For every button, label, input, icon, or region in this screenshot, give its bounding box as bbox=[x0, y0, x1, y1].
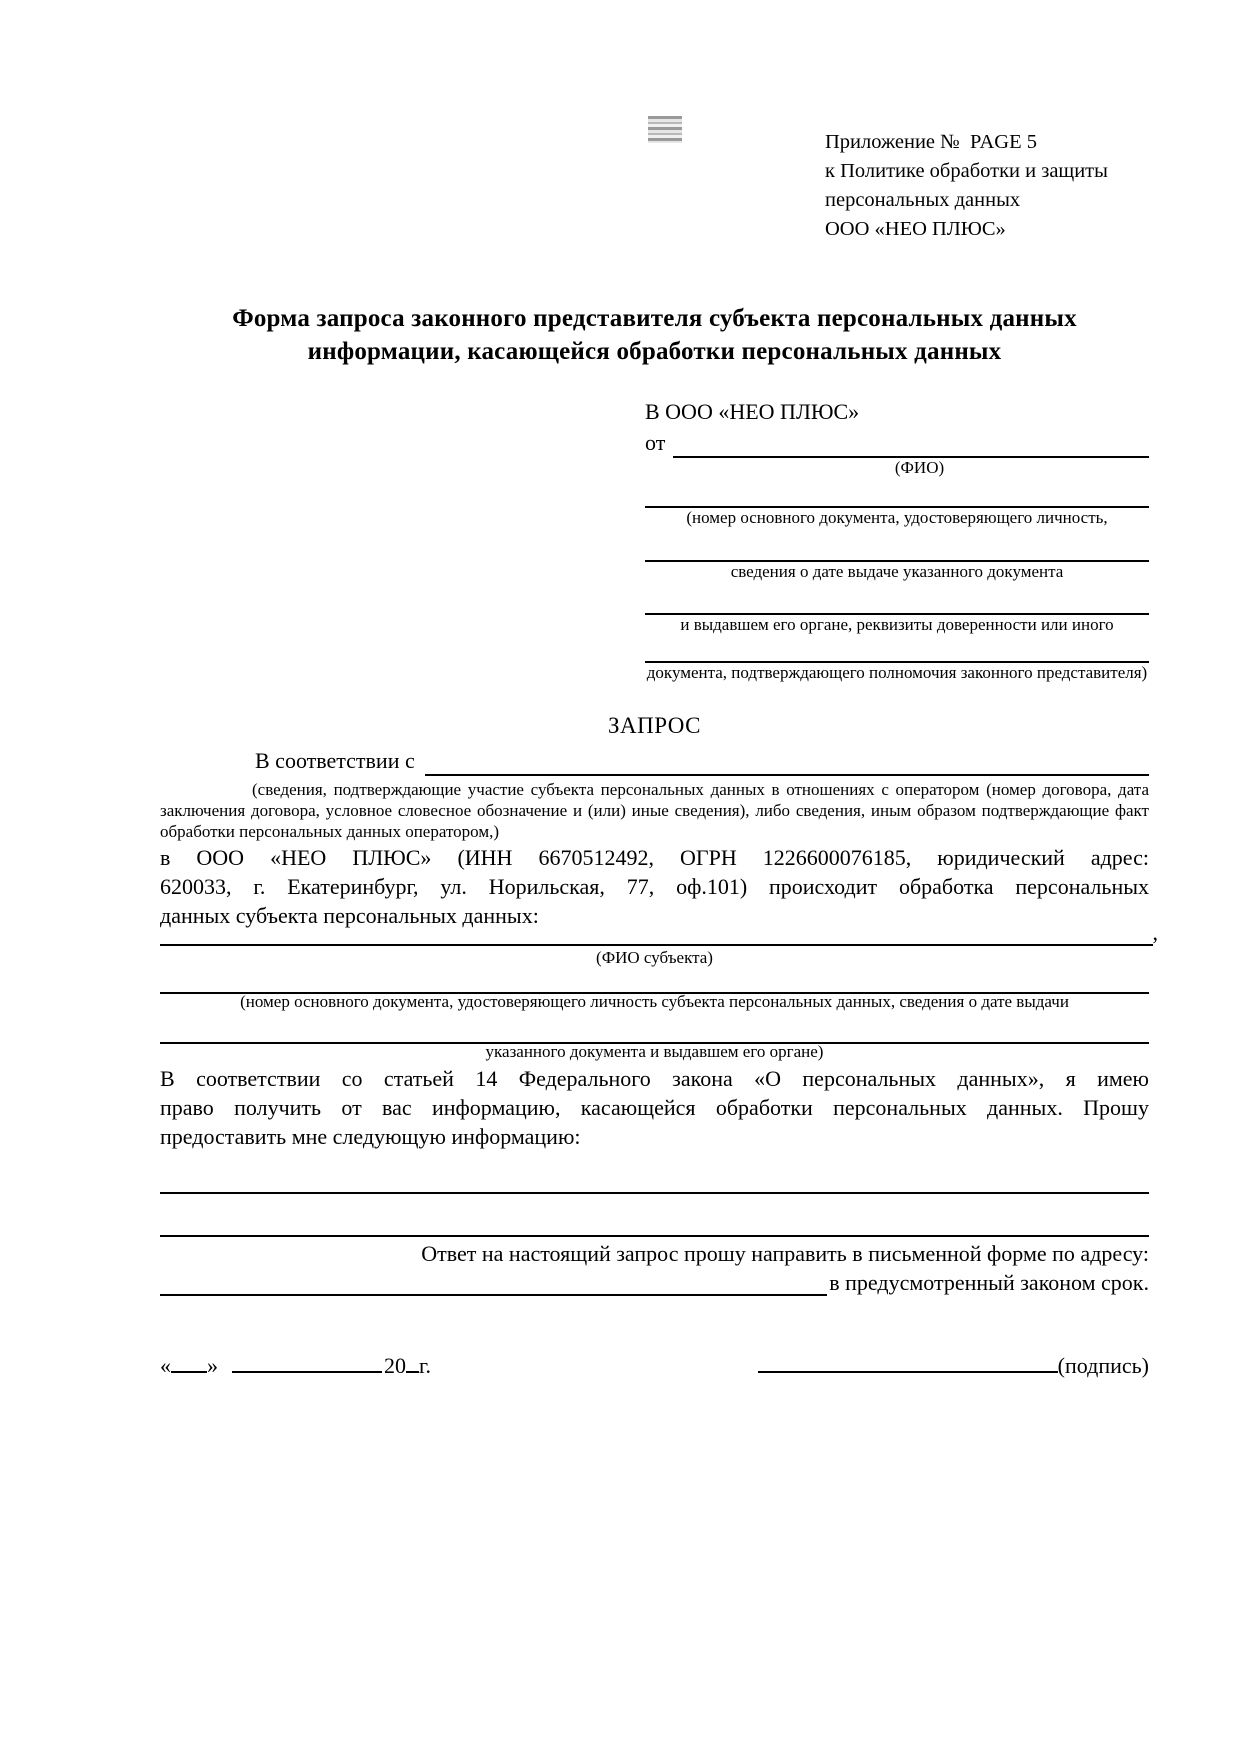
trailing-comma: , bbox=[1152, 920, 1158, 945]
document-number-caption: (номер основного документа, удостоверяющего личность, bbox=[686, 508, 1108, 527]
footer-row bbox=[160, 1348, 1149, 1379]
appendix-header-line: Приложение № PAGE 5 bbox=[825, 131, 1037, 153]
blank-line-fio bbox=[673, 428, 1149, 458]
intro-row bbox=[160, 746, 1149, 776]
document-title bbox=[160, 302, 1149, 368]
answer-address-row bbox=[160, 1268, 1149, 1296]
law-paragraph-line: право получить от вас информацию, касающейся обработки персональных данных. Прошу bbox=[160, 1095, 1149, 1120]
answer-delivery-line: Ответ на настоящий запрос прошу направить в письменной форме по адресу: bbox=[421, 1241, 1149, 1266]
from-field-row bbox=[645, 428, 1149, 458]
blank-line-issuing-authority bbox=[645, 582, 1149, 615]
fio-caption: (ФИО) bbox=[894, 458, 945, 477]
smallprint-note bbox=[160, 779, 1149, 842]
blank-signature bbox=[758, 1348, 1058, 1373]
appendix-header-line: ООО «НЕО ПЛЮС» bbox=[825, 218, 1006, 240]
blank-month bbox=[232, 1348, 382, 1373]
date-quote-open: « bbox=[160, 1353, 171, 1378]
striped-image-artifact-icon bbox=[648, 116, 682, 143]
blank-line-requested-info-1 bbox=[160, 1160, 1149, 1194]
blank-line-power-of-attorney bbox=[645, 635, 1149, 663]
operator-paragraph-line: данных субъекта персональных данных: bbox=[160, 903, 539, 928]
appendix-header-line: к Политике обработки и защиты bbox=[825, 160, 1108, 182]
appendix-header bbox=[825, 128, 1108, 244]
document-title-line2: информации, касающейся обработки персональных данных bbox=[307, 338, 1002, 365]
issue-date-caption: сведения о дате выдаче указанного документа bbox=[730, 562, 1064, 581]
law-paragraph-line: В соответствии со статьей 14 Федерального закона «О персональных данных», я имею bbox=[160, 1066, 1149, 1091]
intro-prefix: В соответствии с bbox=[255, 748, 415, 773]
date-quote-close: » bbox=[207, 1353, 218, 1378]
law-paragraph bbox=[160, 1064, 1149, 1151]
blank-line-requested-info-2 bbox=[160, 1203, 1149, 1237]
blank-line-document-number bbox=[645, 478, 1149, 508]
blank-day bbox=[171, 1348, 207, 1373]
appendix-header-line: персональных данных bbox=[825, 189, 1021, 211]
blank-line-subject-fio bbox=[160, 918, 1153, 946]
document-title-line1: Форма запроса законного представителя субъекта персональных данных bbox=[232, 305, 1077, 332]
subject-document-caption-2: указанного документа и выдавшем его органе) bbox=[485, 1042, 824, 1061]
smallprint-line: заключения договора, условное словесное обозначение и (или) иные сведения), либо сведения, иным образом подтверждающие факт bbox=[160, 801, 1149, 820]
blank-year bbox=[406, 1348, 419, 1373]
subject-fio-caption: (ФИО субъекта) bbox=[596, 948, 713, 967]
subject-fio-row bbox=[160, 918, 1158, 944]
addressee-block bbox=[645, 396, 1149, 683]
request-heading: ЗАПРОС bbox=[607, 713, 702, 738]
operator-paragraph bbox=[160, 843, 1149, 930]
smallprint-line: обработки персональных данных оператором,) bbox=[160, 822, 500, 841]
subject-document-caption: (номер основного документа, удостоверяющего личность субъекта персональных данных, сведения о дате выдачи bbox=[240, 992, 1069, 1011]
smallprint-line: (сведения, подтверждающие участие субъекта персональных данных в отношениях с оператором (номер договора, дата bbox=[252, 780, 1149, 799]
operator-paragraph-line: в ООО «НЕО ПЛЮС» (ИНН 6670512492, ОГРН 1226600076185, юридический адрес: bbox=[160, 845, 1149, 870]
date-field bbox=[160, 1348, 431, 1379]
power-of-attorney-caption: документа, подтверждающего полномочия законного представителя) bbox=[646, 663, 1148, 682]
blank-line-issue-date bbox=[645, 528, 1149, 562]
signature-field bbox=[758, 1348, 1149, 1379]
from-label: от bbox=[645, 430, 666, 455]
signature-caption: (подпись) bbox=[1057, 1353, 1149, 1378]
blank-line-address bbox=[160, 1268, 827, 1296]
year-prefix: 20 bbox=[384, 1353, 406, 1378]
issuing-authority-caption: и выдавшем его органе, реквизиты доверенности или иного bbox=[680, 615, 1114, 634]
answer-delivery-tail: в предусмотренный законом срок. bbox=[829, 1270, 1149, 1295]
blank-line-subject-document-2 bbox=[160, 1012, 1149, 1044]
addressee-organization: В ООО «НЕО ПЛЮС» bbox=[645, 399, 860, 424]
blank-line-subject-document bbox=[160, 968, 1149, 994]
year-suffix: г. bbox=[419, 1353, 432, 1378]
blank-line-basis bbox=[425, 746, 1149, 776]
operator-paragraph-line: 620033, г. Екатеринбург, ул. Норильская, 77, оф.101) происходит обработка персональных bbox=[160, 874, 1149, 899]
law-paragraph-line: предоставить мне следующую информацию: bbox=[160, 1124, 581, 1149]
